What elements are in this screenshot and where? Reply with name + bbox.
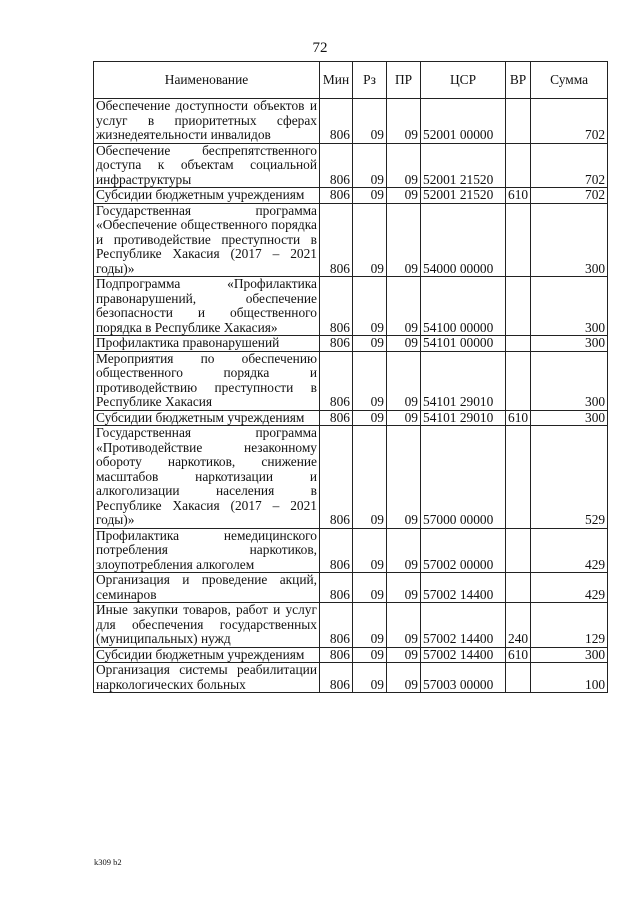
cell-rz: 09 xyxy=(353,603,387,648)
cell-vr xyxy=(506,99,531,144)
cell-min: 806 xyxy=(320,188,353,204)
cell-name: Организация системы реабилитации наркологических больных xyxy=(94,663,320,693)
cell-pr: 09 xyxy=(387,336,421,352)
cell-pr: 09 xyxy=(387,603,421,648)
cell-name: Государственная программа «Обеспечение общественного порядка и противодействие преступности в Республике Хакасия (2017 – 2021 годы)» xyxy=(94,203,320,277)
table-row xyxy=(94,143,608,188)
cell-csr: 52001 21520 xyxy=(421,143,506,188)
cell-min: 806 xyxy=(320,99,353,144)
cell-name: Профилактика правонарушений xyxy=(94,336,320,352)
cell-sum: 300 xyxy=(531,277,608,336)
cell-vr xyxy=(506,663,531,693)
cell-name: Профилактика немедицинского потребления наркотиков, злоупотребления алкоголем xyxy=(94,528,320,573)
cell-sum: 702 xyxy=(531,99,608,144)
cell-pr: 09 xyxy=(387,573,421,603)
cell-csr: 54000 00000 xyxy=(421,203,506,277)
cell-name: Подпрограмма «Профилактика правонарушений, обеспечение безопасности и общественного порядка в Республике Хакасия» xyxy=(94,277,320,336)
cell-name: Иные закупки товаров, работ и услуг для обеспечения государственных (муниципальных) нужд xyxy=(94,603,320,648)
cell-vr: 610 xyxy=(506,647,531,663)
cell-rz: 09 xyxy=(353,426,387,529)
table-header-row xyxy=(94,62,608,99)
cell-rz: 09 xyxy=(353,203,387,277)
cell-pr: 09 xyxy=(387,351,421,410)
cell-name: Мероприятия по обеспечению общественного порядка и противодействию преступности в Республике Хакасия xyxy=(94,351,320,410)
header-vr: ВР xyxy=(506,62,531,99)
cell-pr: 09 xyxy=(387,203,421,277)
cell-pr: 09 xyxy=(387,426,421,529)
page-number: 72 xyxy=(312,40,328,56)
cell-vr: 610 xyxy=(506,188,531,204)
cell-rz: 09 xyxy=(353,99,387,144)
cell-rz: 09 xyxy=(353,336,387,352)
cell-rz: 09 xyxy=(353,647,387,663)
cell-csr: 57002 14400 xyxy=(421,603,506,648)
cell-rz: 09 xyxy=(353,663,387,693)
cell-rz: 09 xyxy=(353,143,387,188)
cell-sum: 429 xyxy=(531,573,608,603)
cell-min: 806 xyxy=(320,336,353,352)
cell-name: Субсидии бюджетным учреждениям xyxy=(94,188,320,204)
cell-vr: 240 xyxy=(506,603,531,648)
cell-name: Субсидии бюджетным учреждениям xyxy=(94,410,320,426)
cell-csr: 57002 14400 xyxy=(421,647,506,663)
cell-name: Обеспечение беспрепятственного доступа к объектам социальной инфраструктуры xyxy=(94,143,320,188)
cell-pr: 09 xyxy=(387,663,421,693)
cell-min: 806 xyxy=(320,143,353,188)
header-min: Мин xyxy=(320,62,353,99)
cell-name: Государственная программа «Противодействие незаконному обороту наркотиков, снижение масштабов наркотизации и алкоголизации населения в Республике Хакасия (2017 – 2021 годы)» xyxy=(94,426,320,529)
cell-csr: 52001 21520 xyxy=(421,188,506,204)
cell-csr: 57000 00000 xyxy=(421,426,506,529)
cell-csr: 57002 14400 xyxy=(421,573,506,603)
footer-code: k309 b2 xyxy=(94,857,122,867)
cell-rz: 09 xyxy=(353,188,387,204)
cell-rz: 09 xyxy=(353,573,387,603)
cell-csr: 57002 00000 xyxy=(421,528,506,573)
cell-sum: 129 xyxy=(531,603,608,648)
cell-vr xyxy=(506,426,531,529)
cell-min: 806 xyxy=(320,351,353,410)
cell-min: 806 xyxy=(320,573,353,603)
cell-sum: 300 xyxy=(531,203,608,277)
table-row xyxy=(94,410,608,426)
cell-rz: 09 xyxy=(353,277,387,336)
cell-pr: 09 xyxy=(387,647,421,663)
table-row xyxy=(94,647,608,663)
cell-min: 806 xyxy=(320,647,353,663)
cell-rz: 09 xyxy=(353,528,387,573)
cell-vr xyxy=(506,351,531,410)
cell-sum: 529 xyxy=(531,426,608,529)
table-row xyxy=(94,336,608,352)
table-row xyxy=(94,528,608,573)
budget-table xyxy=(93,61,608,693)
cell-csr: 57003 00000 xyxy=(421,663,506,693)
cell-vr xyxy=(506,143,531,188)
cell-pr: 09 xyxy=(387,188,421,204)
table-row xyxy=(94,99,608,144)
cell-pr: 09 xyxy=(387,277,421,336)
table-row xyxy=(94,351,608,410)
table-row xyxy=(94,277,608,336)
cell-rz: 09 xyxy=(353,351,387,410)
cell-min: 806 xyxy=(320,528,353,573)
cell-pr: 09 xyxy=(387,528,421,573)
header-rz: Рз xyxy=(353,62,387,99)
table-row xyxy=(94,426,608,529)
cell-csr: 54101 29010 xyxy=(421,351,506,410)
table-row xyxy=(94,203,608,277)
cell-pr: 09 xyxy=(387,99,421,144)
cell-sum: 702 xyxy=(531,143,608,188)
cell-sum: 429 xyxy=(531,528,608,573)
cell-name: Субсидии бюджетным учреждениям xyxy=(94,647,320,663)
cell-sum: 300 xyxy=(531,647,608,663)
cell-vr xyxy=(506,528,531,573)
cell-csr: 54100 00000 xyxy=(421,277,506,336)
cell-pr: 09 xyxy=(387,410,421,426)
cell-vr xyxy=(506,277,531,336)
table-row xyxy=(94,573,608,603)
cell-sum: 702 xyxy=(531,188,608,204)
cell-sum: 300 xyxy=(531,336,608,352)
cell-name: Организация и проведение акций, семинаров xyxy=(94,573,320,603)
table-row xyxy=(94,603,608,648)
cell-min: 806 xyxy=(320,277,353,336)
cell-name: Обеспечение доступности объектов и услуг в приоритетных сферах жизнедеятельности инвалидов xyxy=(94,99,320,144)
table-row xyxy=(94,188,608,204)
cell-sum: 300 xyxy=(531,351,608,410)
cell-csr: 52001 00000 xyxy=(421,99,506,144)
header-sum: Сумма xyxy=(531,62,608,99)
table-row xyxy=(94,663,608,693)
cell-csr: 54101 29010 xyxy=(421,410,506,426)
cell-min: 806 xyxy=(320,426,353,529)
header-name: Наименование xyxy=(94,62,320,99)
cell-min: 806 xyxy=(320,663,353,693)
cell-vr xyxy=(506,203,531,277)
cell-sum: 300 xyxy=(531,410,608,426)
cell-vr xyxy=(506,573,531,603)
cell-sum: 100 xyxy=(531,663,608,693)
cell-csr: 54101 00000 xyxy=(421,336,506,352)
cell-pr: 09 xyxy=(387,143,421,188)
cell-min: 806 xyxy=(320,203,353,277)
cell-vr: 610 xyxy=(506,410,531,426)
cell-min: 806 xyxy=(320,410,353,426)
cell-vr xyxy=(506,336,531,352)
header-pr: ПР xyxy=(387,62,421,99)
header-csr: ЦСР xyxy=(421,62,506,99)
cell-min: 806 xyxy=(320,603,353,648)
cell-rz: 09 xyxy=(353,410,387,426)
